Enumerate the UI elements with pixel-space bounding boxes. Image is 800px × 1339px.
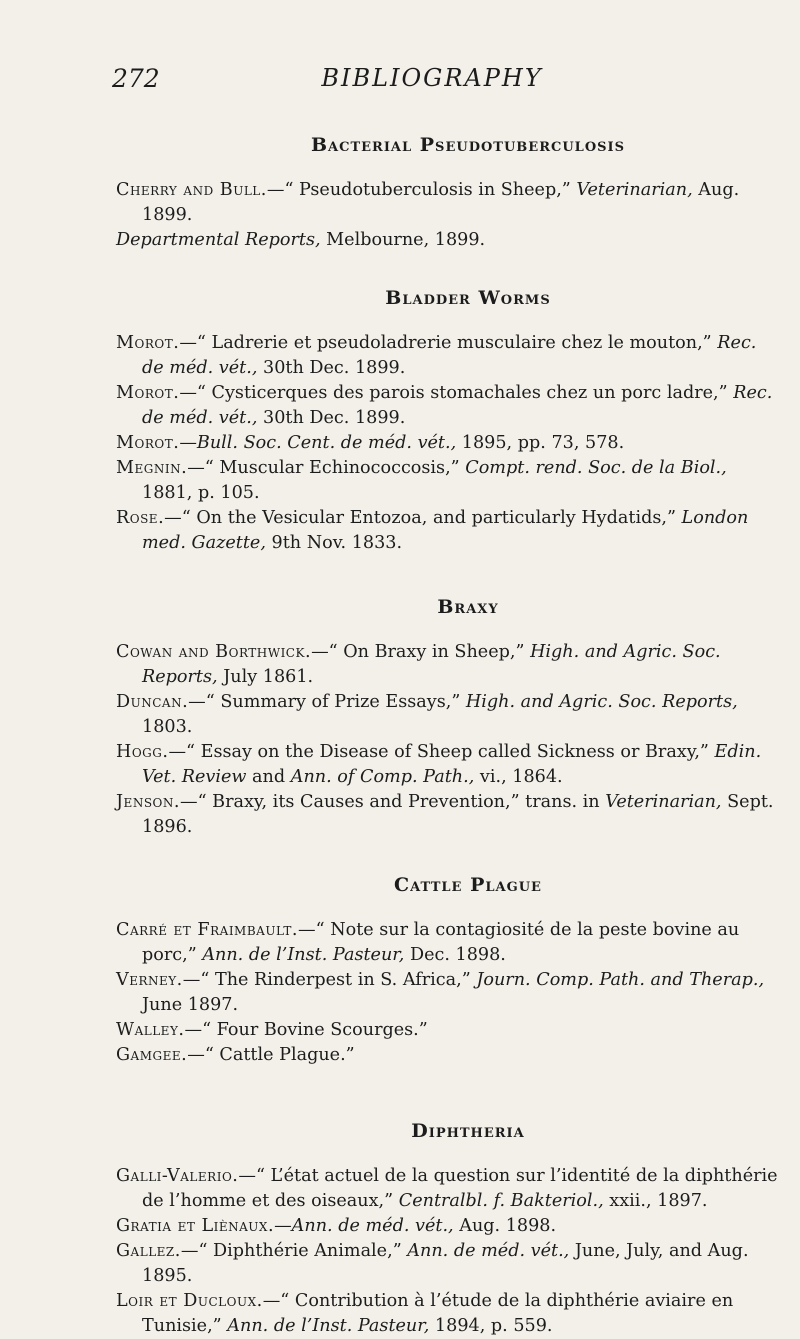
bibliography-entry xyxy=(116,640,780,690)
entry-author: Walley. xyxy=(116,1020,185,1040)
section-title: Diphtheria xyxy=(411,1120,525,1142)
entry-citation: —“ On Braxy in Sheep,” High. and Agric. Soc. Reports, July 1861. xyxy=(142,642,721,687)
entry-citation: —“ Summary of Prize Essays,” High. and Agric. Soc. Reports, 1803. xyxy=(142,692,738,737)
bibliography-entry xyxy=(116,381,780,431)
bibliography-entry xyxy=(116,431,780,456)
entry-citation: —“ Note sur la contagiosité de la peste bovine au porc,” Ann. de l’Inst. Pasteur, Dec. 1898. xyxy=(142,920,740,965)
entry-author: Duncan. xyxy=(116,692,189,712)
section-title: Cattle Plague xyxy=(394,874,542,896)
bibliography-entry xyxy=(116,1239,780,1289)
bibliography-entry xyxy=(116,178,780,228)
entry-author: Gratia et Liènaux. xyxy=(116,1216,275,1236)
section-title: Bladder Worms xyxy=(385,287,551,309)
entry-author: Gamgee. xyxy=(116,1045,188,1065)
bibliography-entry xyxy=(116,968,780,1018)
section-title: Bacterial Pseudotuberculosis xyxy=(310,134,626,156)
entry-citation: —“ Contribution à l’étude de la diphthérie aviaire en Tunisie,” Ann. de l’Inst. Pasteur, 1894, p. 559. xyxy=(142,1291,734,1336)
section-title: Braxy xyxy=(437,596,499,618)
entry-citation: —“ Essay on the Disease of Sheep called Sickness or Braxy,” Edin. Vet. Review and Ann. of Comp. Path., vi., 1864. xyxy=(142,742,762,787)
entry-list xyxy=(116,331,780,556)
entry-author: Gallez. xyxy=(116,1241,181,1261)
entry-citation: —Ann. de méd. vét., Aug. 1898. xyxy=(274,1216,557,1236)
entry-author: Megnin. xyxy=(116,458,188,478)
entry-list xyxy=(116,1164,780,1339)
entry-author: Loir et Ducloux. xyxy=(116,1291,263,1311)
entry-citation: —“ Cattle Plague.” xyxy=(187,1045,355,1065)
bibliography-entry xyxy=(116,456,780,506)
entry-author: Jenson. xyxy=(116,792,180,812)
bibliography-entry xyxy=(116,331,780,381)
entry-citation: Departmental Reports, Melbourne, 1899. xyxy=(116,230,486,250)
entry-author: Morot. xyxy=(116,333,180,353)
entry-author: Hogg. xyxy=(116,742,169,762)
entry-citation: —“ Pseudotuberculosis in Sheep,” Veterinarian, Aug. 1899. xyxy=(142,180,740,225)
entry-author: Carré et Fraimbault. xyxy=(116,920,299,940)
section-diphtheria xyxy=(116,1120,780,1339)
bibliography-entry xyxy=(116,918,780,968)
entry-citation: —“ L’état actuel de la question sur l’identité de la diphthérie de l’homme et des oiseaux,” Centralbl. f. Bakteriol., xxii., 1897. xyxy=(142,1166,778,1211)
bibliography-entry xyxy=(116,1043,780,1068)
entry-list xyxy=(116,178,780,253)
bibliography-entry xyxy=(116,228,780,253)
entry-author: Rose. xyxy=(116,508,165,528)
entry-citation: —Bull. Soc. Cent. de méd. vét., 1895, pp. 73, 578. xyxy=(179,433,625,453)
bibliography-entry xyxy=(116,1018,780,1043)
section-bacterial-pseudotuberculosis xyxy=(116,134,780,253)
entry-author: Cherry and Bull. xyxy=(116,180,267,200)
entry-author: Morot. xyxy=(116,433,180,453)
bibliography-entry xyxy=(116,506,780,556)
running-head xyxy=(112,64,712,104)
entry-author: Verney. xyxy=(116,970,183,990)
entry-citation: —“ Cysticerques des parois stomachales chez un porc ladre,” Rec. de méd. vét., 30th Dec. 1899. xyxy=(142,383,773,428)
running-title: BIBLIOGRAPHY xyxy=(321,64,543,92)
bibliography-content xyxy=(116,134,780,1339)
bibliography-entry xyxy=(116,740,780,790)
entry-list xyxy=(116,918,780,1068)
section-cattle-plague xyxy=(116,874,780,1068)
entry-citation: —“ On the Vesicular Entozoa, and particularly Hydatids,” London med. Gazette, 9th Nov. 1833. xyxy=(142,508,749,553)
page-number: 272 xyxy=(112,64,160,93)
section-braxy xyxy=(116,596,780,840)
bibliography-entry xyxy=(116,790,780,840)
bibliography-entry xyxy=(116,1214,780,1239)
bibliography-entry xyxy=(116,690,780,740)
bibliography-entry xyxy=(116,1289,780,1339)
entry-author: Galli-Valerio. xyxy=(116,1166,239,1186)
entry-citation: —“ Four Bovine Scourges.” xyxy=(184,1020,428,1040)
entry-citation: —“ The Rinderpest in S. Africa,” Journ. Comp. Path. and Therap., June 1897. xyxy=(142,970,765,1015)
entry-citation: —“ Ladrerie et pseudoladrerie musculaire chez le mouton,” Rec. de méd. vét., 30th Dec. 1899. xyxy=(142,333,757,378)
section-bladder-worms xyxy=(116,287,780,556)
bibliography-entry xyxy=(116,1164,780,1214)
entry-author: Cowan and Borthwick. xyxy=(116,642,312,662)
entry-citation: —“ Braxy, its Causes and Prevention,” trans. in Veterinarian, Sept. 1896. xyxy=(142,792,774,837)
entry-citation: —“ Muscular Echinococcosis,” Compt. rend. Soc. de la Biol., 1881, p. 105. xyxy=(142,458,727,503)
entry-list xyxy=(116,640,780,840)
entry-author: Morot. xyxy=(116,383,180,403)
entry-citation: —“ Diphthérie Animale,” Ann. de méd. vét., June, July, and Aug. 1895. xyxy=(142,1241,749,1286)
